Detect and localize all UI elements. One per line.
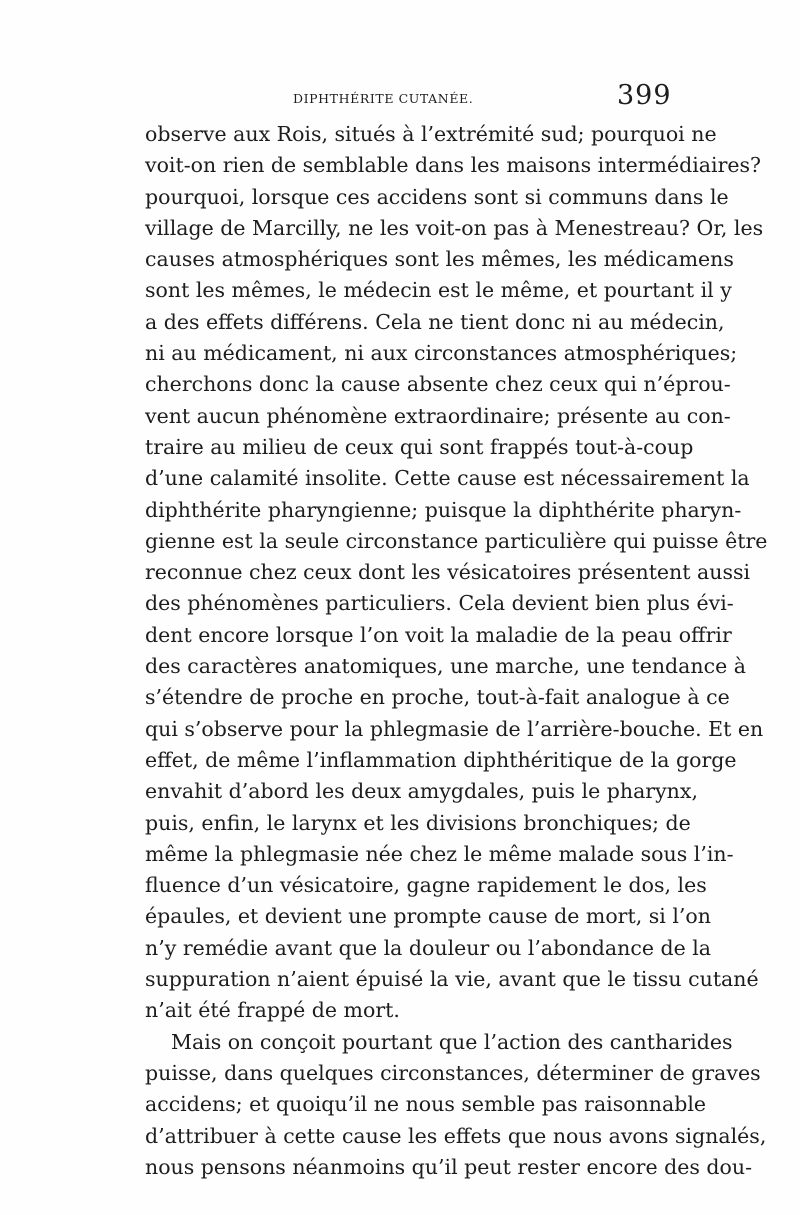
text-line: causes atmosphériques sont les mêmes, les médicamens: [145, 247, 734, 272]
text-line: reconnue chez ceux dont les vésicatoires présentent aussi: [145, 560, 751, 585]
text-line: effet, de même l’inflammation diphthéritique de la gorge: [145, 747, 737, 772]
text-line: nous pensons néanmoins qu’il peut rester encore des dou-: [145, 1154, 752, 1179]
text-line: puisse, dans quelques circonstances, déterminer de graves: [145, 1060, 761, 1085]
text-line: puis, enfin, le larynx et les divisions bronchiques; de: [145, 810, 691, 835]
paragraph-end-line: n’ait été frappé de mort.: [145, 998, 400, 1023]
text-line: vent aucun phénomène extraordinaire; présente au con-: [145, 403, 731, 428]
text-line: d’une calamité insolite. Cette cause est nécessairement la: [145, 466, 750, 491]
text-line: des caractères anatomiques, une marche, une tendance à: [145, 654, 746, 679]
paragraph-start-line: Mais on conçoit pourtant que l’action des cantharides: [171, 1029, 733, 1054]
text-line: dent encore lorsque l’on voit la maladie de la peau offrir: [145, 622, 732, 647]
text-line: des phénomènes particuliers. Cela devient bien plus évi-: [145, 591, 734, 616]
text-line: accidens; et quoiqu’il ne nous semble pas raisonnable: [145, 1092, 707, 1117]
text-line: sont les mêmes, le médecin est le même, et pourtant il y: [145, 278, 732, 303]
text-line: ni au médicament, ni aux circonstances atmosphériques;: [145, 341, 738, 366]
text-line: gienne est la seule circonstance particulière qui puisse être: [145, 528, 768, 553]
text-line: voit-on rien de semblable dans les maisons intermédiaires?: [145, 153, 762, 178]
text-line: observe aux Rois, situés à l’extrémité sud; pourquoi ne: [145, 122, 717, 146]
text-line: traire au milieu de ceux qui sont frappés tout-à-coup: [145, 434, 694, 459]
text-line: même la phlegmasie née chez le même malade sous l’in-: [145, 841, 734, 866]
text-line: fluence d’un vésicatoire, gagne rapidement le dos, les: [145, 873, 707, 898]
running-head: DIPHTHÉRITE CUTANÉE.: [293, 91, 474, 106]
text-line: s’étendre de proche en proche, tout-à-fait analogue à ce: [145, 685, 730, 710]
text-line: cherchons donc la cause absente chez ceux qui n’éprou-: [145, 372, 731, 397]
text-line: suppuration n’aient épuisé la vie, avant que le tissu cutané: [145, 967, 759, 992]
text-line: épaules, et devient une prompte cause de mort, si l’on: [145, 904, 711, 929]
text-line: n’y remédie avant que la douleur ou l’abondance de la: [145, 935, 712, 960]
text-line: pourquoi, lorsque ces accidens sont si communs dans le: [145, 184, 729, 209]
body-text: [145, 119, 768, 1183]
page-number: 399: [617, 80, 672, 111]
text-line: village de Marcilly, ne les voit-on pas à Menestreau? Or, les: [145, 215, 764, 240]
text-line: diphthérite pharyngienne; puisque la diphthérite pharyn-: [145, 497, 742, 522]
text-line: qui s’observe pour la phlegmasie de l’arrière-bouche. Et en: [145, 716, 764, 741]
text-line: a des effets différens. Cela ne tient donc ni au médecin,: [145, 309, 725, 334]
text-line: d’attribuer à cette cause les effets que nous avons signalés,: [145, 1123, 767, 1148]
text-line: envahit d’abord les deux amygdales, puis le pharynx,: [145, 779, 698, 804]
